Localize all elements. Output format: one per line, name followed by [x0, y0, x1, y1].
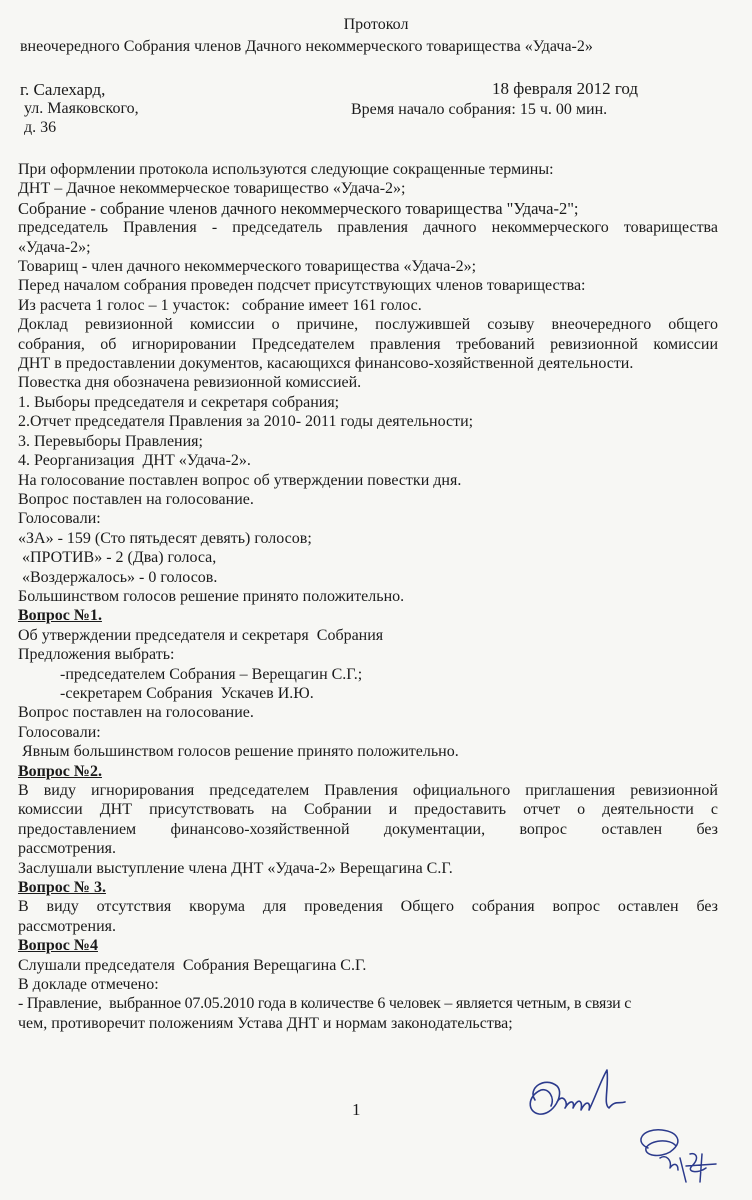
text-line: Заслушали выступление члена ДНТ «Удача-2» Верещагина С.Г.	[18, 859, 453, 877]
protocol-body	[18, 160, 718, 1033]
text-line: Доклад ревизионной комиссии о причине, послужившей созыву внеочередного общего	[18, 316, 718, 334]
text-line: Товарищ - член дачного некоммерческого товарищества «Удача-2»;	[18, 258, 477, 276]
address-city: г. Салехард,	[20, 80, 106, 99]
text-line: Вопрос поставлен на голосование.	[18, 704, 254, 722]
text-line: ДНТ в предоставлении документов, касающихся финансово-хозяйственной деятельности.	[18, 355, 634, 373]
agenda-item: 2.Отчет председателя Правления за 2010- 2011 годы деятельности;	[18, 413, 474, 431]
address-house: д. 36	[24, 119, 57, 136]
proposal-item: -председателем Собрания – Верещагин С.Г.;	[60, 665, 363, 683]
agenda-item: 3. Перевыборы Правления;	[18, 432, 203, 450]
proposal-item: -секретарем Собрания Ускачев И.Ю.	[60, 684, 314, 702]
text-line: чем, противоречит положениям Устава ДНТ и нормам законодательства;	[18, 1014, 513, 1032]
vote-abstained: «Воздержалось» - 0 голосов.	[18, 568, 218, 586]
text-line: «Удача-2»;	[18, 238, 91, 256]
text-line: ДНТ – Дачное некоммерческое товарищество «Удача-2»;	[18, 180, 406, 198]
text-line: собрания, об игнорировании Председателем правления требований ревизионной комиссии	[18, 335, 718, 353]
vote-against: «ПРОТИВ» - 2 (Два) голоса,	[18, 549, 217, 567]
text-line: Об утверждении председателя и секретаря Собрания	[18, 626, 384, 644]
text-line: Из расчета 1 голос – 1 участок: собрание имеет 161 голос.	[18, 296, 422, 314]
text-line: Собрание - собрание членов дачного некоммерческого товарищества "Удача-2";	[18, 198, 579, 218]
text-line: В виду игнорирования председателем Правления официального приглашения ревизионной	[18, 782, 718, 799]
text-line: предоставлением финансово-хозяйственной документации, вопрос оставлен без	[18, 820, 718, 838]
text-line: Предложения выбрать:	[18, 646, 175, 664]
page-number: 1	[352, 1100, 361, 1119]
agenda-item: 4. Реорганизация ДНТ «Удача-2».	[18, 452, 251, 470]
question-3-heading: Вопрос № 3.	[18, 879, 106, 897]
text-line: Большинством голосов решение принято положительно.	[18, 587, 405, 605]
question-2-heading: Вопрос №2.	[18, 762, 102, 780]
agenda-item: 1. Выборы председателя и секретаря собрания;	[18, 393, 340, 411]
text-line: В виду отсутствия кворума для проведения Общего собрания вопрос оставлен без	[18, 898, 718, 916]
text-line: Слушали председателя Собрания Верещагина С.Г.	[18, 956, 367, 974]
document-subtitle: внеочередного Собрания членов Дачного некоммерческого товарищества «Удача-2»	[20, 38, 593, 55]
vote-for: «ЗА» - 159 (Сто пятьдесят девять) голосов;	[18, 529, 312, 547]
text-line: комиссии ДНТ присутствовать на Собрании и предоставить отчет о деятельности с	[18, 801, 718, 819]
question-1-heading: Вопрос №1.	[18, 607, 102, 625]
text-line: Вопрос поставлен на голосование.	[18, 490, 254, 508]
meeting-address	[20, 80, 139, 137]
text-line: Повестка дня обозначена ревизионной комиссией.	[18, 374, 362, 392]
text-line: Голосовали:	[18, 510, 101, 528]
question-4-heading: Вопрос №4	[18, 937, 98, 955]
text-line: Голосовали:	[18, 723, 101, 741]
text-line: - Правление, выбранное 07.05.2010 года в количестве 6 человек – является четным, в связи с	[18, 995, 632, 1013]
text-line: председатель Правления - председатель правления дачного некоммерческого товарищества	[18, 219, 718, 237]
signature-2	[620, 1118, 740, 1196]
text-line: При оформлении протокола используются следующие сокращенные термины:	[18, 161, 554, 178]
text-line: Перед началом собрания проведен подсчет присутствующих членов товарищества:	[18, 277, 586, 295]
text-line: В докладе отмечено:	[18, 976, 159, 994]
text-line: рассмотрения.	[18, 917, 116, 935]
document-title: Протокол	[343, 16, 409, 33]
text-line: Явным большинством голосов решение принято положительно.	[18, 743, 459, 761]
meeting-date: 18 февраля 2012 год	[492, 79, 639, 98]
address-street: ул. Маяковского,	[24, 100, 139, 117]
text-line: рассмотрения.	[18, 840, 116, 858]
meeting-start-time: Время начало собрания: 15 ч. 00 мин.	[351, 101, 608, 118]
text-line: На голосование поставлен вопрос об утверждении повестки дня.	[18, 471, 462, 489]
